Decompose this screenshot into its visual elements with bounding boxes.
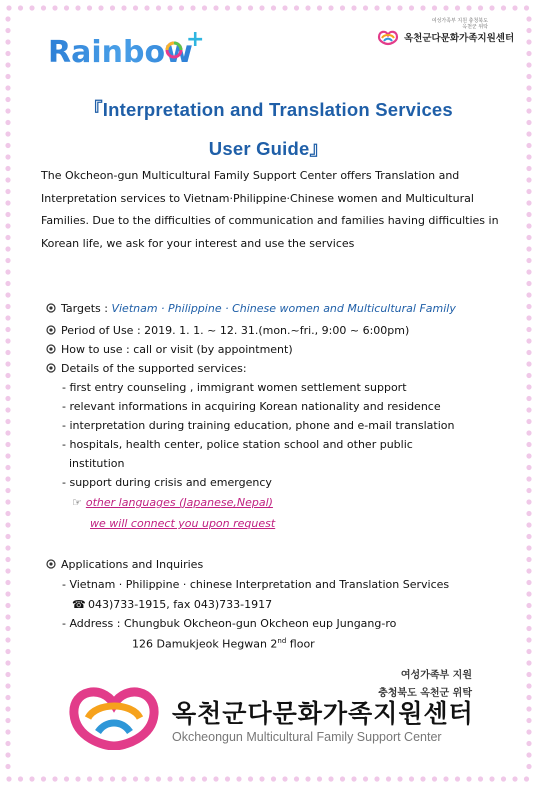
service-item: - interpretation during training education, phone and e-mail translation (62, 419, 455, 432)
top-org-tiny-text: 여성가족부 지원 충청북도 옥천군 위탁 (431, 18, 488, 30)
bullet-icon (46, 344, 56, 354)
service-item: - support during crisis and emergency (62, 476, 272, 489)
top-org-name: 옥천군다문화가족지원센터 (404, 33, 515, 44)
footer-org-english: Okcheongun Multicultural Family Support Center (172, 730, 442, 744)
intro-paragraph: The Okcheon-gun Multicultural Family Support Center offers Translation and Interpretation services to Vietnam·Philippine·Chinese women and Multicultural Families. Due to the difficulties of communication and families having difficulties in Korean life, we ask for your interest and use the services (41, 169, 499, 250)
heart-logo-icon (376, 28, 400, 46)
address-tail: floor (286, 637, 315, 651)
how-to-use-text: How to use : call or visit (by appointment) (61, 343, 293, 356)
contact-service-line: - Vietnam · Philippine · chinese Interpretation and Translation Services (62, 578, 450, 591)
footer-support-line2: 충청북도 옥천군 위탁 (378, 688, 472, 699)
pointing-hand-icon: ☞ (72, 496, 82, 509)
footer-support-line1: 여성가족부 지원 (400, 670, 472, 681)
contact-heading-row (46, 558, 203, 571)
footer-org-name: 옥천군다문화가족지원센터 (172, 699, 474, 728)
other-languages-row (72, 496, 273, 509)
address-line1: - Address : Chungbuk Okcheon-gun Okcheon eup Jungang-ro (62, 617, 397, 630)
targets-row (46, 302, 456, 315)
how-to-use-row (46, 343, 293, 356)
brand-plus: + (186, 27, 205, 52)
period-text: Period of Use : 2019. 1. 1. ~ 12. 31.(mon.~fri., 9:00 ~ 6:00pm) (61, 324, 410, 337)
phone-icon: ☎ (72, 598, 86, 611)
phone-text: 043)733-1915, fax 043)733-1917 (88, 598, 273, 611)
page-title-line2: User Guide』 (208, 138, 329, 159)
service-item: - first entry counseling , immigrant women settlement support (62, 381, 407, 394)
bullet-icon (46, 559, 56, 569)
footer-org-logo (66, 650, 486, 750)
address-sup: nd (277, 637, 287, 645)
service-item: institution (62, 457, 125, 470)
period-row (46, 324, 409, 337)
bullet-icon (46, 325, 56, 335)
targets-value: Vietnam · Philippine · Chinese women and Multicultural Family (111, 302, 456, 315)
connect-row (90, 517, 275, 530)
heart-logo-icon (66, 680, 162, 750)
service-item: - hospitals, health center, police station school and other public (62, 438, 413, 451)
services-heading-row (46, 362, 247, 375)
address-line2-row (132, 637, 315, 651)
service-item: - relevant informations in acquiring Korean nationality and residence (62, 400, 441, 413)
brand-text: Rainbow (48, 35, 193, 70)
targets-label: Targets : (61, 302, 112, 315)
phone-row (72, 598, 272, 611)
services-heading: Details of the supported services: (61, 362, 247, 375)
bullet-icon (46, 363, 56, 373)
connect-text: we will connect you upon request (90, 517, 276, 530)
page-title-line1: 『Interpretation and Translation Services (84, 99, 453, 120)
bullet-icon (46, 303, 56, 313)
other-languages-text: other languages (Japanese,Nepal) (85, 496, 273, 509)
contact-heading: Applications and Inquiries (61, 558, 204, 571)
top-org-logo (376, 18, 515, 48)
address-line2: 126 Damukjeok Hegwan 2 (132, 637, 278, 651)
rainbow-logo (46, 24, 216, 74)
